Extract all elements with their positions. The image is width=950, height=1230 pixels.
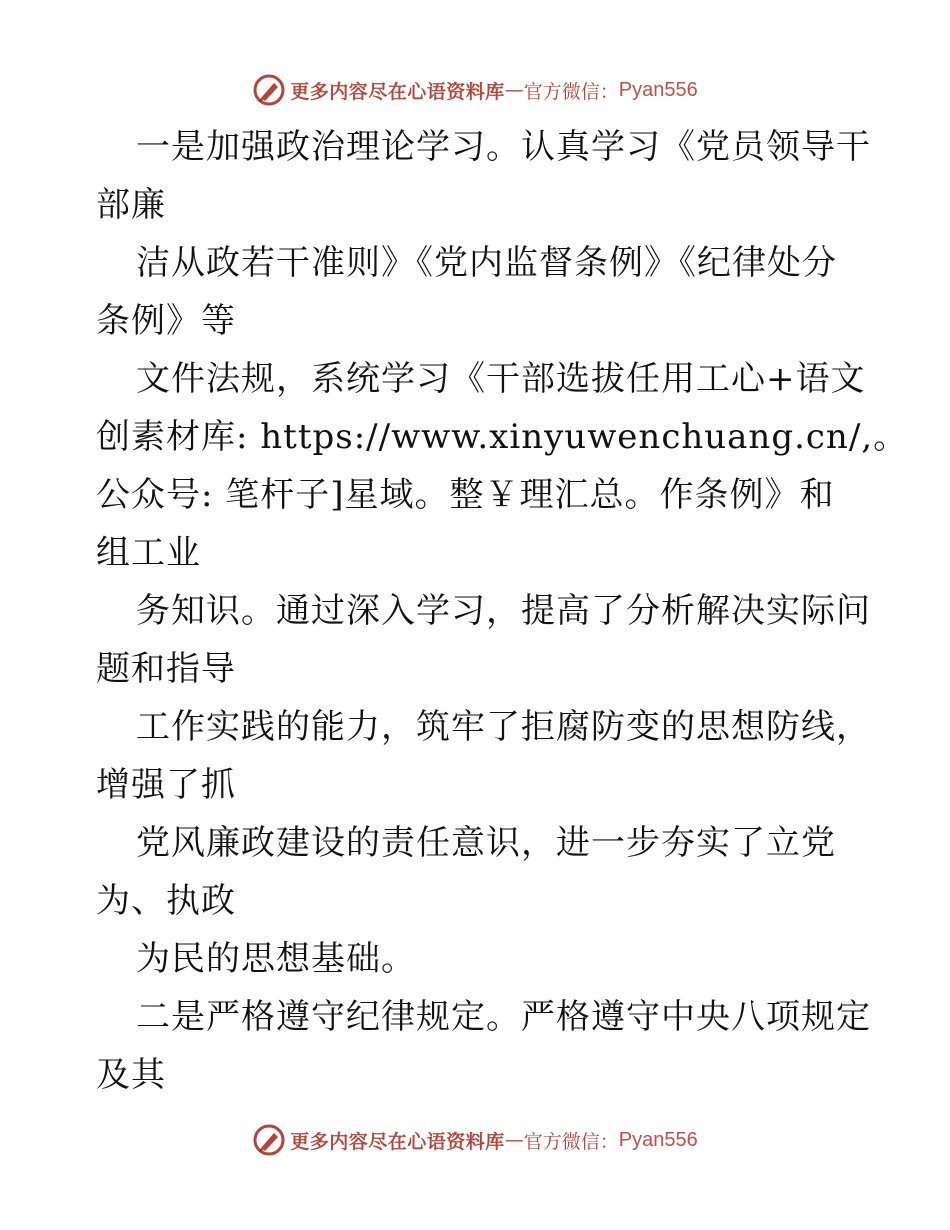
footer-wechat-label: 官方微信： [523, 1130, 619, 1153]
header-dash: — [504, 79, 524, 101]
paragraph-line: 公众号: 笔杆子]星域。整￥理汇总。作条例》和 [96, 475, 835, 515]
header-banner [0, 70, 950, 110]
paragraph-line: 工作实践的能力，筑牢了拒腐防变的思想防线， [136, 707, 871, 747]
pen-logo-icon [252, 73, 286, 107]
footer-wechat-handle: Pyan556 [618, 1128, 698, 1151]
footer-banner [0, 1120, 950, 1160]
paragraph-line: 题和指导 [96, 649, 236, 689]
paragraph-line: 部廉 [96, 185, 166, 225]
paragraph-line: 文件法规，系统学习《干部选拔任用工心+语文 [136, 359, 866, 399]
paragraph-line: 为、执政 [96, 881, 236, 921]
paragraph-line: 务知识。通过深入学习，提高了分析解决实际问 [136, 591, 871, 631]
footer-brand-text: 更多内容尽在心语资料库 [290, 1130, 505, 1153]
footer-dash: — [504, 1129, 524, 1151]
header-brand-text: 更多内容尽在心语资料库 [290, 80, 505, 103]
pen-logo-icon [252, 1123, 286, 1157]
paragraph-line: 二是严格遵守纪律规定。严格遵守中央八项规定 [136, 997, 871, 1037]
document-body [96, 118, 909, 1104]
paragraph-line: 组工业 [96, 533, 201, 573]
paragraph-line: 一是加强政治理论学习。认真学习《党员领导干 [136, 127, 871, 167]
paragraph-line: 条例》等 [96, 301, 236, 341]
paragraph-line: 洁从政若干准则》《党内监督条例》《纪律处分 [136, 243, 837, 283]
paragraph-line: 增强了抓 [96, 765, 236, 805]
header-wechat-handle: Pyan556 [618, 78, 698, 101]
paragraph-line: 为民的思想基础。 [136, 939, 416, 979]
paragraph-line: 及其 [96, 1055, 166, 1095]
paragraph-line: 创素材库: https://www.xinyuwenchuang.cn/,。 [96, 417, 909, 457]
paragraph-line: 党风廉政建设的责任意识，进一步夯实了立党 [136, 823, 836, 863]
header-wechat-label: 官方微信： [523, 80, 619, 103]
